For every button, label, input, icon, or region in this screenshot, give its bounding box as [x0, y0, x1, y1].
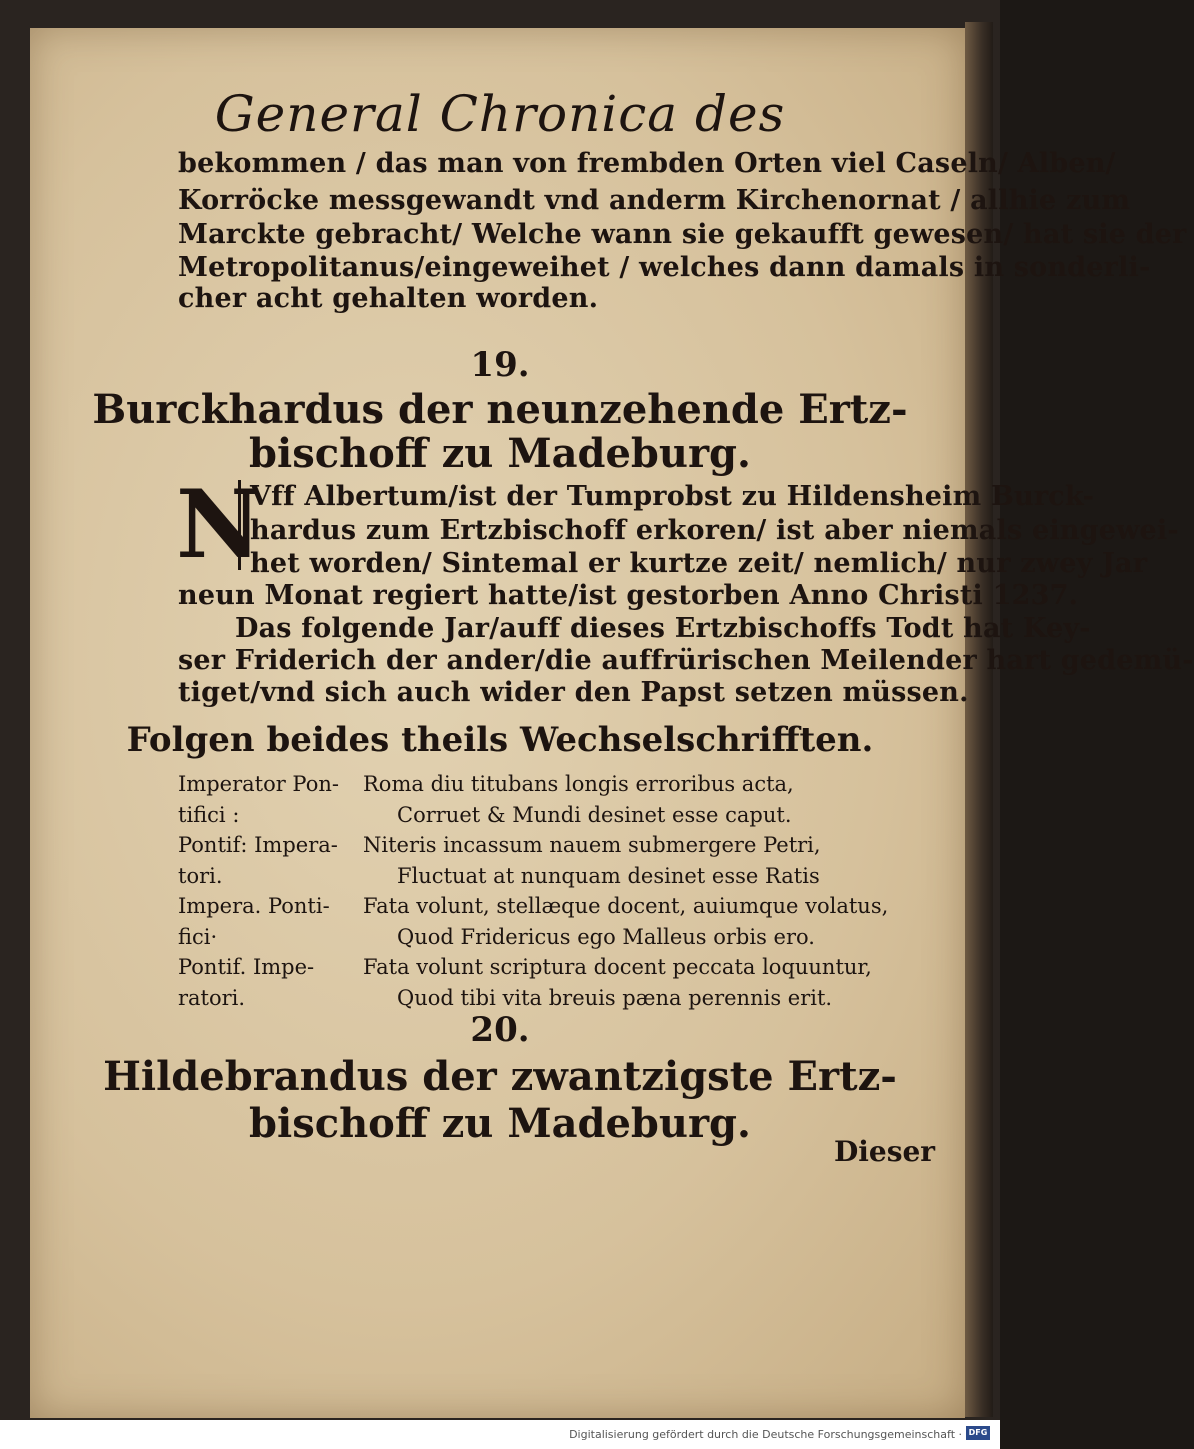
section-title: bischoff zu Madeburg. — [249, 430, 751, 477]
body-line: het worden/ Sintemal er kurtze zeit/ nemlich/ nur zwey Jar — [250, 548, 1148, 579]
paragraph-line: Korröcke messgewandt vnd anderm Kirchenornat / allhie zum — [178, 185, 1131, 216]
verse-row — [0, 894, 1000, 924]
verse-row — [0, 864, 1000, 894]
body-line: hardus zum Ertzbischoff erkoren/ ist aber niemals eingewei- — [250, 515, 1179, 546]
body-line: neun Monat regiert hatte/ist gestorben Anno Christi 1237. — [178, 580, 1079, 611]
body-line: Vff Albertum/ist der Tumprobst zu Hildensheim Burck- — [250, 481, 1095, 512]
verse-text: Roma diu titubans longis erroribus acta, — [363, 772, 794, 796]
verse-text: Corruet & Mundi desinet esse caput. — [397, 802, 792, 827]
verse-row — [0, 803, 1000, 833]
verse-text: Fata volunt scriptura docent peccata loquuntur, — [363, 955, 872, 979]
footer-bar — [0, 1420, 1000, 1449]
verse-text: Quod Fridericus ego Malleus orbis ero. — [397, 924, 815, 949]
body-line: Das folgende Jar/auff dieses Ertzbischoffs Todt hat Key- — [235, 613, 1091, 644]
section-title: Burckhardus der neunzehende Ertz- — [92, 386, 908, 433]
verse-row — [0, 925, 1000, 955]
verse-text: Fata volunt, stellæque docent, auiumque volatus, — [363, 894, 889, 918]
verse-speaker: fici· — [178, 924, 218, 949]
paragraph-line: Marckte gebracht/ Welche wann sie gekaufft gewesen/ hat sie der — [178, 219, 1187, 250]
verse-text: Quod tibi vita breuis pæna perennis erit. — [397, 985, 833, 1010]
body-line: tiget/vnd sich auch wider den Papst setzen müssen. — [178, 677, 969, 708]
section-title: bischoff zu Madeburg. — [249, 1100, 751, 1147]
verse-speaker: Imperator Pon- — [178, 772, 339, 796]
section-number: 20. — [470, 1010, 530, 1050]
verse-speaker: Impera. Ponti- — [178, 894, 330, 918]
paragraph-line: cher acht gehalten worden. — [178, 283, 599, 314]
footer-credit: Digitalisierung gefördert durch die Deutsche Forschungsgemeinschaft · — [569, 1428, 962, 1441]
catchword: Dieser — [834, 1135, 936, 1168]
drop-capital: N — [176, 470, 262, 580]
verse-text: Niteris incassum nauem submergere Petri, — [363, 833, 821, 857]
verse-speaker: ratori. — [178, 985, 246, 1010]
paragraph-line: Metropolitanus/eingeweihet / welches dann damals in sonderli- — [178, 252, 1151, 283]
subheading: Folgen beides theils Wechselschrifften. — [126, 720, 874, 760]
dfg-logo: DFG — [966, 1426, 990, 1440]
verse-row — [0, 772, 1000, 802]
body-line: ser Friderich der ander/die auffrürischen Meilender hart gedemü- — [178, 645, 1194, 676]
verse-speaker: Pontif: Impera- — [178, 833, 338, 857]
verse-speaker: tori. — [178, 863, 223, 888]
verse-speaker: Pontif. Impe- — [178, 955, 315, 979]
verse-row — [0, 955, 1000, 985]
section-number: 19. — [470, 345, 530, 385]
verse-text: Fluctuat at nunquam desinet esse Ratis — [397, 863, 820, 888]
verse-row — [0, 833, 1000, 863]
verse-speaker: tifici : — [178, 802, 240, 827]
paragraph-line: bekommen / das man von frembden Orten viel Caseln/ Alben/ — [178, 148, 1116, 179]
running-header: General Chronica des — [214, 85, 786, 143]
section-title: Hildebrandus der zwantzigste Ertz- — [103, 1053, 897, 1100]
